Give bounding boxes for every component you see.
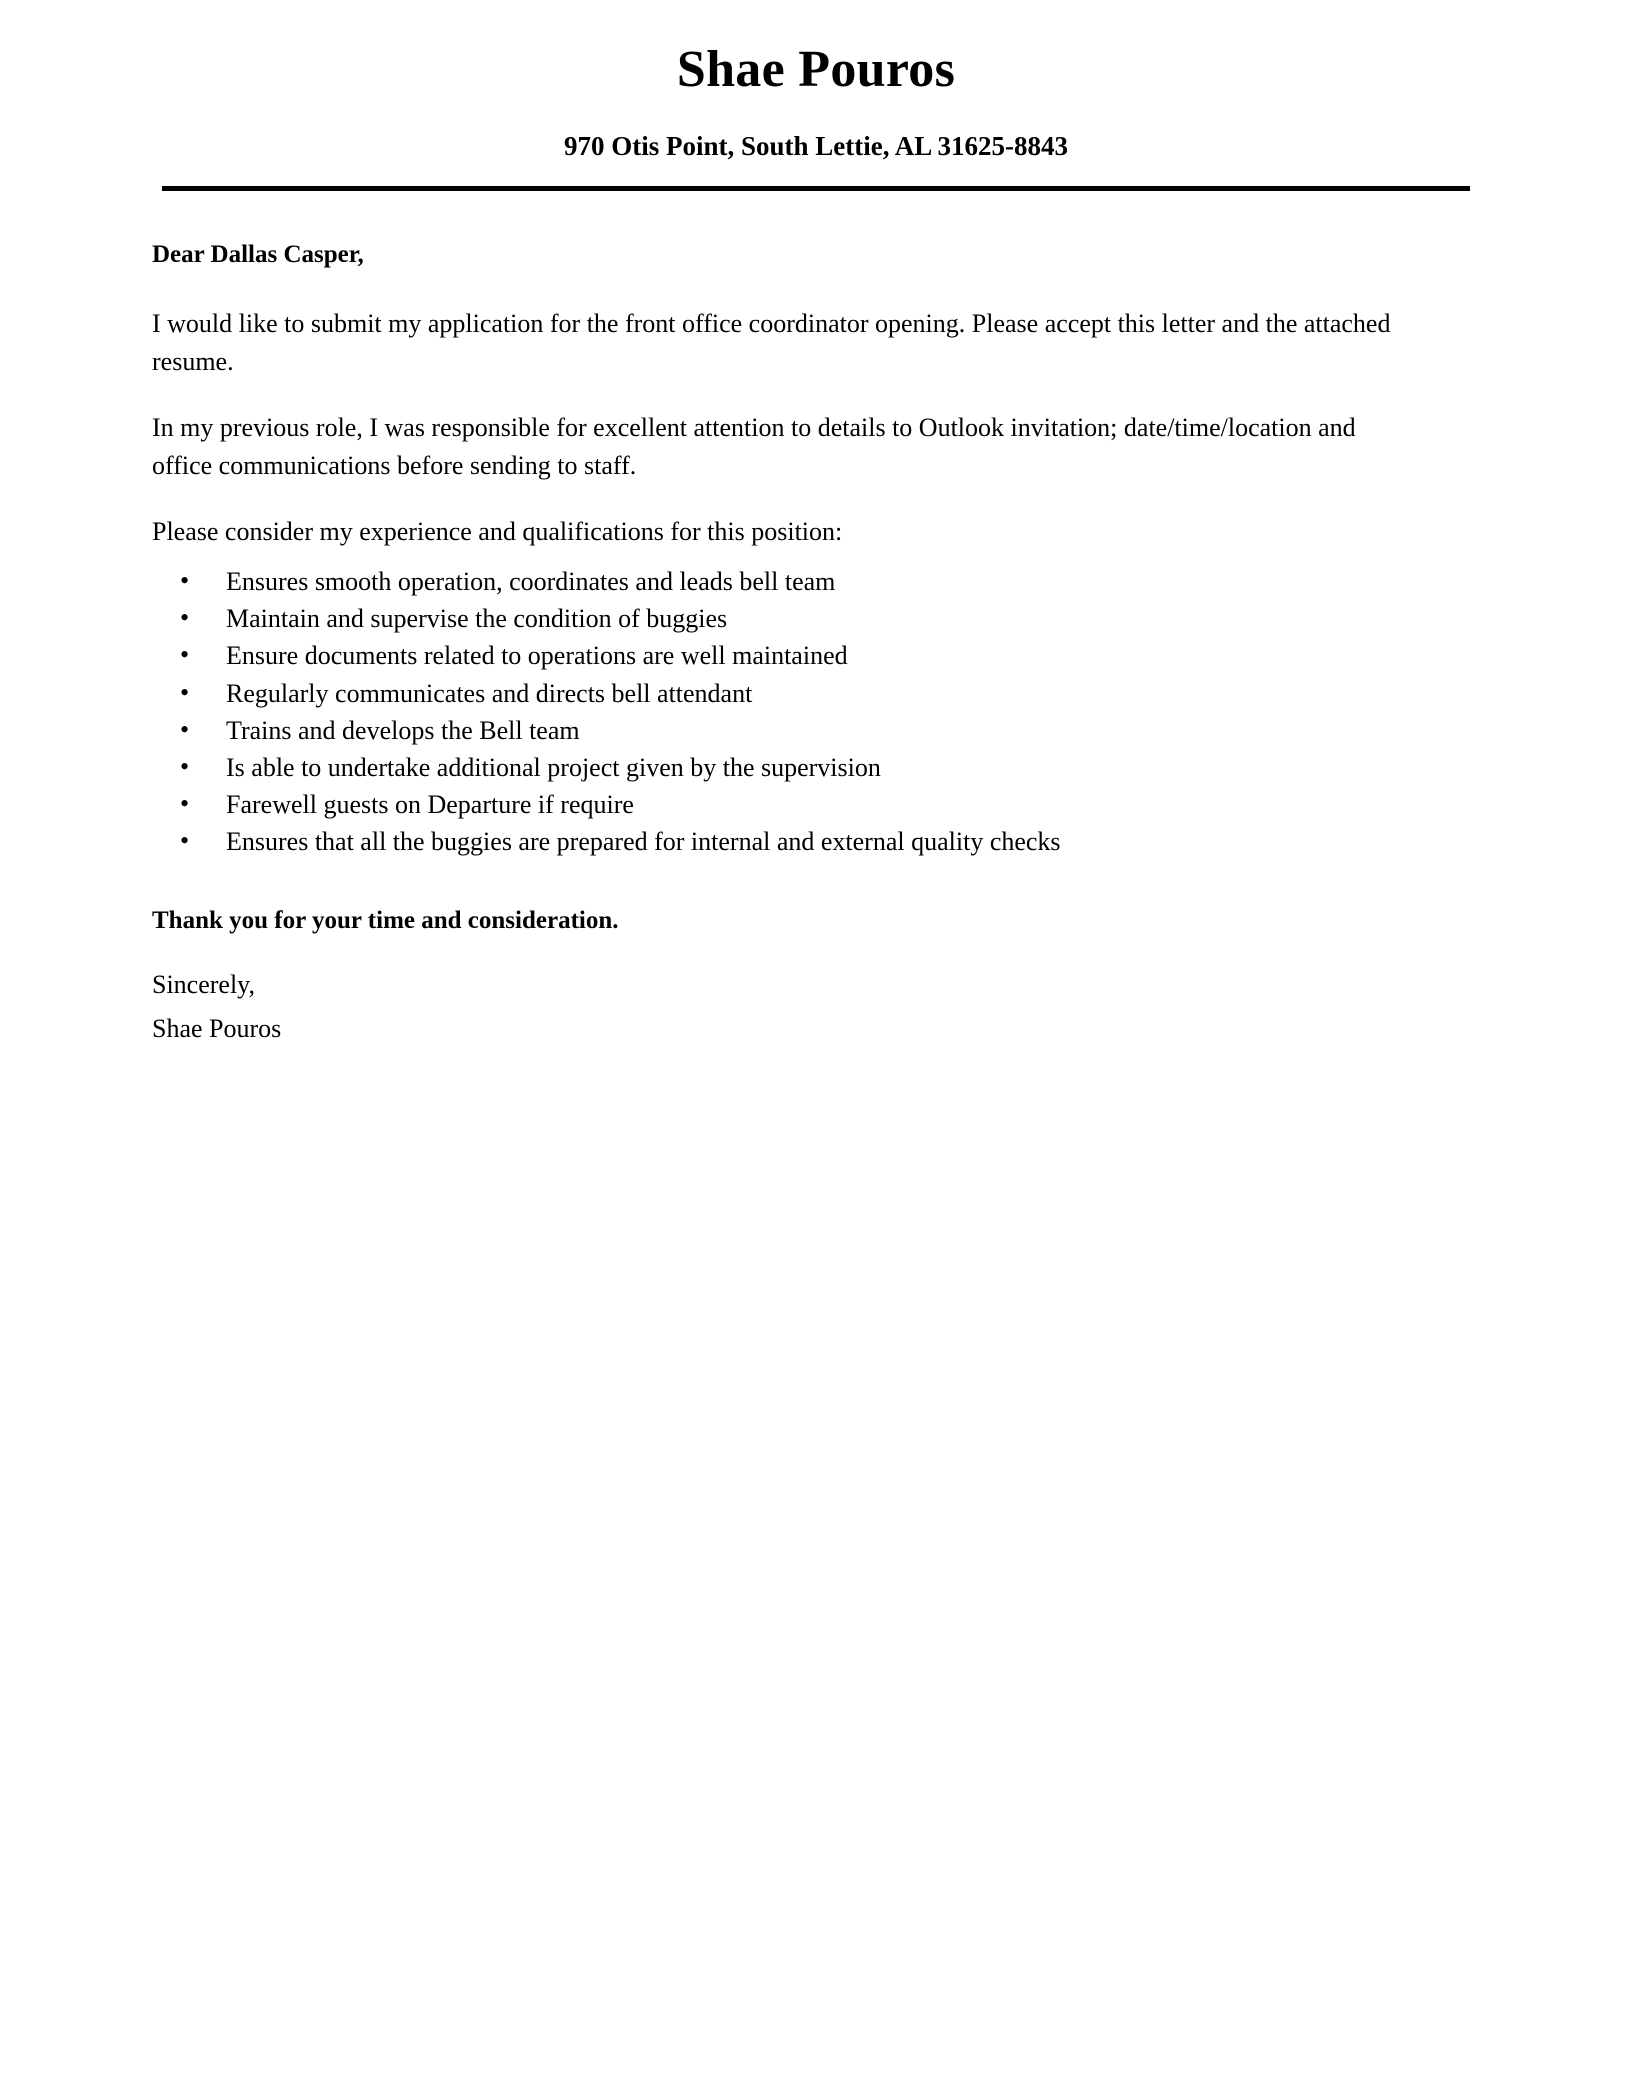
list-item: • Trains and develops the Bell team [180,716,1480,746]
applicant-address: 970 Otis Point, South Lettie, AL 31625-8843 [563,131,1069,162]
signoff-name: Shae Pouros [152,1013,282,1043]
salutation: Dear Dallas Casper, [152,240,364,268]
list-item: • Is able to undertake additional project given by the supervision [180,753,1480,783]
signoff-valediction: Sincerely, [152,970,255,1000]
letter-paragraph-intro: I would like to submit my application for the front office coordinator opening. Please accept this letter and the attached resume. [152,309,1391,377]
list-item: • Maintain and supervise the condition of buggies [180,604,1480,634]
signature-block [152,968,1480,1046]
list-item: • Ensures smooth operation, coordinates and leads bell team [180,567,1480,597]
list-item: • Regularly communicates and directs bell attendant [180,679,1480,709]
header-divider [162,186,1470,191]
letter-paragraph-experience: In my previous role, I was responsible for excellent attention to details to Outlook invitation; date/time/location and office communications before sending to staff. [152,413,1356,481]
qualification-list [152,567,1480,857]
list-item: • Ensure documents related to operations are well maintained [180,641,1480,671]
closing-thanks: Thank you for your time and consideration. [152,907,619,935]
qualifications-intro: Please consider my experience and qualifications for this position: [152,517,843,547]
letter-body [0,238,1632,1046]
letterhead [0,0,1632,191]
page-title: Shae Pouros [676,41,956,98]
list-item: • Ensures that all the buggies are prepared for internal and external quality checks [180,827,1480,857]
list-item: • Farewell guests on Departure if require [180,790,1480,820]
